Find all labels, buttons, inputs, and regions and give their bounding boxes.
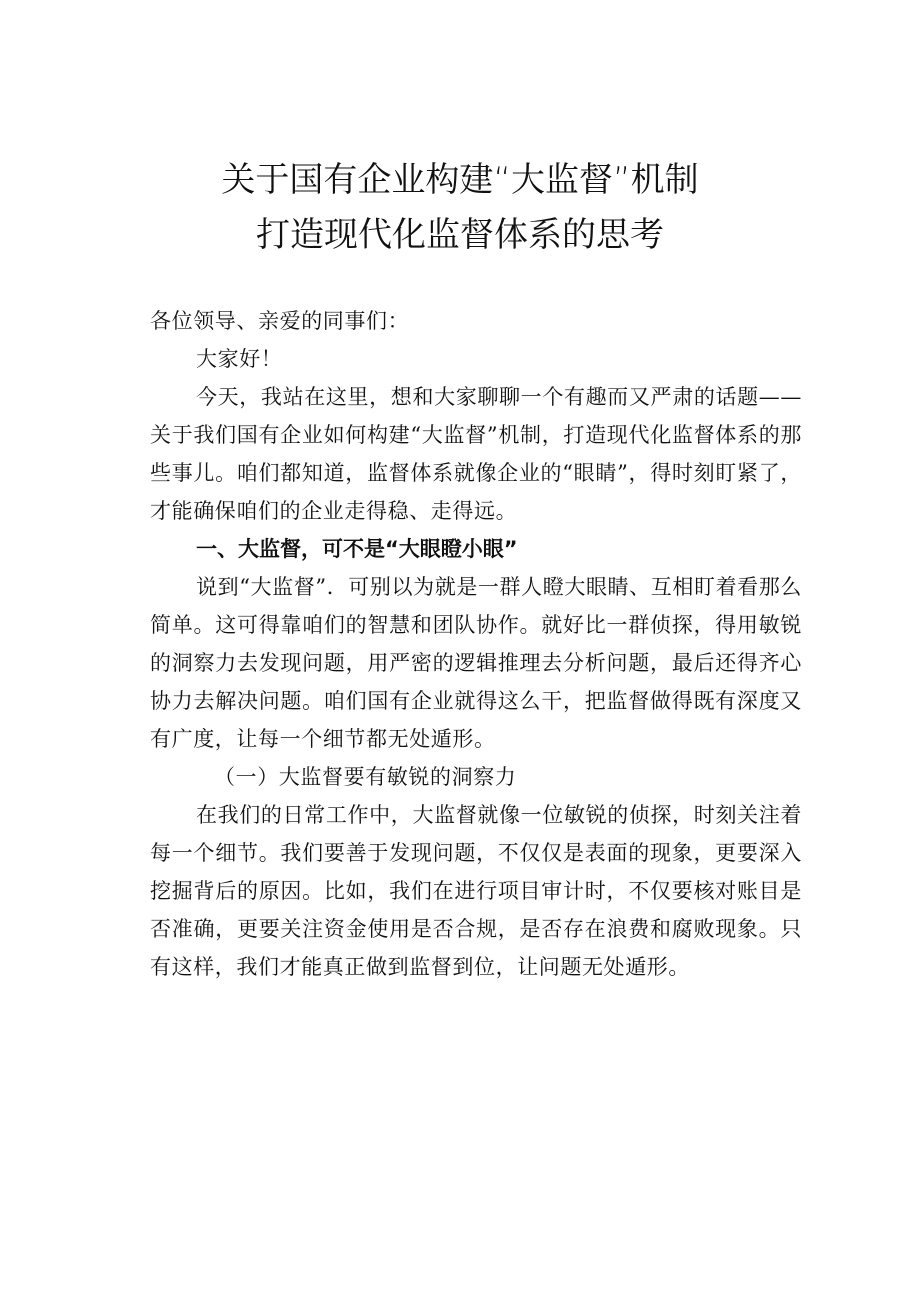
subsection-1-heading: （一）大监督要有敏锐的洞察力 bbox=[214, 765, 517, 789]
section-1-heading: 一、大监督，可不是“大眼瞪小眼” bbox=[196, 537, 518, 561]
document-body bbox=[150, 302, 802, 986]
document-title-line-2: 打造现代化监督体系的思考 bbox=[256, 215, 664, 255]
section-1-paragraph: 说到“大监督”．可别以为就是一群人瞪大眼睛、互相盯着看那么简单。这可得靠咱们的智慧和团队协作。就好比一群侦探，得用敏锐的洞察力去发现问题，用严密的逻辑推理去分析问题，最后还得齐心协力去解决问题。咱们国有企业就得这么干，把监督做得既有深度又有广度，让每一个细节都无处遁形。 bbox=[150, 575, 802, 751]
document-title-line-1: 关于国有企业构建“大监督”机制 bbox=[221, 160, 699, 200]
intro-paragraph: 今天，我站在这里，想和大家聊聊一个有趣而又严肃的话题——关于我们国有企业如何构建“大监督”机制，打造现代化监督体系的那些事儿。咱们都知道，监督体系就像企业的“眼睛”，得时刻盯紧了，才能确保咱们的企业走得稳、走得远。 bbox=[150, 385, 802, 523]
greeting: 大家好！ bbox=[196, 347, 283, 371]
salutation: 各位领导、亲爱的同事们： bbox=[150, 309, 410, 333]
subsection-1-paragraph: 在我们的日常工作中，大监督就像一位敏锐的侦探，时刻关注着每一个细节。我们要善于发现问题，不仅仅是表面的现象，更要深入挖掘背后的原因。比如，我们在进行项目审计时，不仅要核对账目是否准确，更要关注资金使用是否合规，是否存在浪费和腐败现象。只有这样，我们才能真正做到监督到位，让问题无处遁形。 bbox=[150, 803, 802, 979]
